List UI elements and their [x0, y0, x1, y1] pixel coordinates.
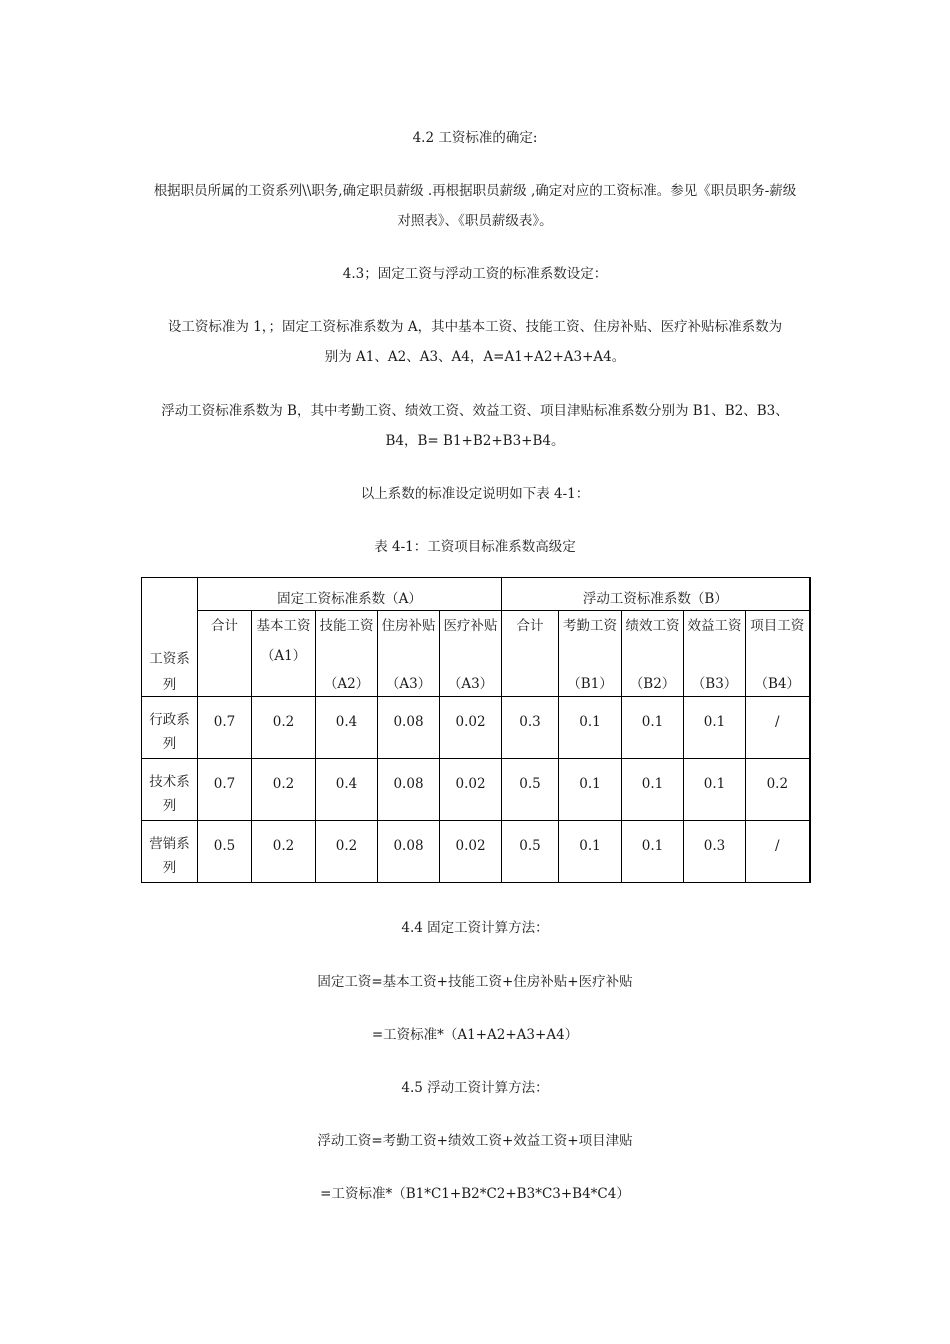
row-label-cell [142, 821, 198, 883]
table-cell: 0.02 [440, 759, 502, 821]
sub-header-cell [378, 611, 440, 697]
table-cell: 0.2 [252, 759, 316, 821]
section-4-3-para2-line-1: 浮动工资标准系数为 B，其中考勤工资、绩效工资、效益工资、项目津贴标准系数分别为 B1、B2、B3、 [161, 403, 789, 419]
sub-header-label: 技能工资 [319, 618, 374, 634]
section-4-5-formula-line-2: =工资标准*（B1*C1+B2*C2+B3*C3+B4*C4） [320, 1186, 630, 1202]
table-cell: 0.7 [198, 697, 252, 759]
group-header-floating: 浮动工资标准系数（B） [502, 578, 810, 611]
section-4-5-title: 4.5 浮动工资计算方法： [401, 1080, 549, 1096]
table-row [142, 821, 810, 883]
sub-header-label: 绩效工资 [625, 618, 680, 634]
row-label: 行政系 列 [149, 712, 190, 752]
row-label-cell [142, 697, 198, 759]
sub-header-code: （A3） [447, 676, 494, 692]
section-4-3-para1-line-2: 别为 A1、A2、A3、A4，A=A1+A2+A3+A4。 [324, 349, 626, 365]
sub-header-cell [252, 611, 316, 697]
sub-header-code: （A3） [385, 676, 432, 692]
sub-header-label: 考勤工资 [563, 618, 618, 634]
sub-header-code: （B2） [629, 676, 676, 692]
group-header-fixed: 固定工资标准系数（A） [198, 578, 502, 611]
table-cell: 0.2 [252, 821, 316, 883]
table-sub-header-row [142, 611, 810, 697]
sub-header-label: 合计 [211, 618, 238, 634]
table-cell: / [746, 821, 810, 883]
sub-header-cell [198, 611, 252, 697]
sub-header-label: 医疗补贴 [443, 618, 498, 634]
table-cell: 0.2 [746, 759, 810, 821]
sub-header-label: 住房补贴 [381, 618, 436, 634]
sub-header-cell [684, 611, 746, 697]
sub-header-code: （A1） [260, 648, 307, 664]
sub-header-label: 效益工资 [687, 618, 742, 634]
sub-header-cell [440, 611, 502, 697]
row-label-cell [142, 759, 198, 821]
table-cell: 0.1 [622, 759, 684, 821]
table-cell: 0.1 [622, 821, 684, 883]
sub-header-code: （A2） [323, 676, 370, 692]
sub-header-cell [559, 611, 622, 697]
table-corner-cell [142, 578, 198, 697]
table-cell: 0.08 [378, 759, 440, 821]
table-caption: 表 4-1：工资项目标准系数高级定 [374, 539, 576, 555]
sub-header-code [502, 694, 558, 696]
table-row [142, 697, 810, 759]
section-4-4-formula-line-1: 固定工资=基本工资+技能工资+住房补贴+医疗补贴 [317, 974, 633, 990]
table-cell: 0.5 [502, 759, 559, 821]
sub-header-cell [622, 611, 684, 697]
table-cell: 0.1 [684, 697, 746, 759]
table-cell: 0.4 [316, 697, 378, 759]
table-cell: 0.02 [440, 821, 502, 883]
table-cell: 0.2 [316, 821, 378, 883]
sub-header-label: 合计 [516, 618, 544, 634]
table-cell: 0.5 [502, 821, 559, 883]
table-cell: 0.2 [252, 697, 316, 759]
sub-header-code [198, 694, 251, 696]
section-4-3-para3: 以上系数的标准设定说明如下表 4-1： [360, 486, 590, 502]
sub-header-cell [502, 611, 559, 697]
sub-header-code: （B3） [691, 676, 738, 692]
table-cell: 0.08 [378, 821, 440, 883]
table-cell: 0.08 [378, 697, 440, 759]
sub-header-cell [746, 611, 810, 697]
sub-header-code: （B4） [754, 676, 801, 692]
section-4-3-para2-line-2: B4，B= B1+B2+B3+B4。 [385, 433, 565, 449]
table-cell: 0.1 [622, 697, 684, 759]
table-corner-label-2: 列 [162, 677, 177, 693]
section-4-2-body-line-1: 根据职员所属的工资系列\\职务,确定职员薪级 .再根据职员薪级 ,确定对应的工资标准。参见《职员职务-薪级 [153, 183, 797, 199]
section-4-2-body-line-2: 对照表》、《职员薪级表》。 [397, 213, 553, 229]
table-cell: 0.1 [559, 821, 622, 883]
coefficient-table [141, 577, 811, 883]
section-4-3-para1-line-1: 设工资标准为 1，；固定工资标准系数为 A，其中基本工资、技能工资、住房补贴、医疗补贴标准系数为 [167, 319, 783, 335]
sub-header-label: 基本工资 [256, 618, 311, 634]
section-4-5-formula-line-1: 浮动工资=考勤工资+绩效工资+效益工资+项目津贴 [317, 1133, 633, 1149]
table-cell: 0.02 [440, 697, 502, 759]
table-group-header-row [142, 578, 810, 611]
section-4-4-title: 4.4 固定工资计算方法： [401, 920, 549, 936]
table-cell: 0.4 [316, 759, 378, 821]
sub-header-code: （B1） [567, 676, 613, 692]
section-4-4-formula-line-2: =工资标准*（A1+A2+A3+A4） [371, 1027, 579, 1043]
table-cell: 0.1 [559, 697, 622, 759]
section-4-2-title: 4.2 工资标准的确定: [412, 130, 538, 146]
row-label: 营销系 列 [149, 836, 190, 876]
table-cell: 0.3 [684, 821, 746, 883]
table-cell: 0.1 [684, 759, 746, 821]
table-row [142, 759, 810, 821]
table-cell: 0.1 [559, 759, 622, 821]
row-label: 技术系 列 [149, 774, 190, 814]
table-cell: 0.3 [502, 697, 559, 759]
section-4-3-title: 4.3；固定工资与浮动工资的标准系数设定： [342, 266, 608, 282]
table-cell: / [746, 697, 810, 759]
table-corner-label-1: 工资系 [149, 651, 190, 667]
sub-header-cell [316, 611, 378, 697]
table-cell: 0.5 [198, 821, 252, 883]
sub-header-label: 项目工资 [750, 618, 805, 634]
table-cell: 0.7 [198, 759, 252, 821]
